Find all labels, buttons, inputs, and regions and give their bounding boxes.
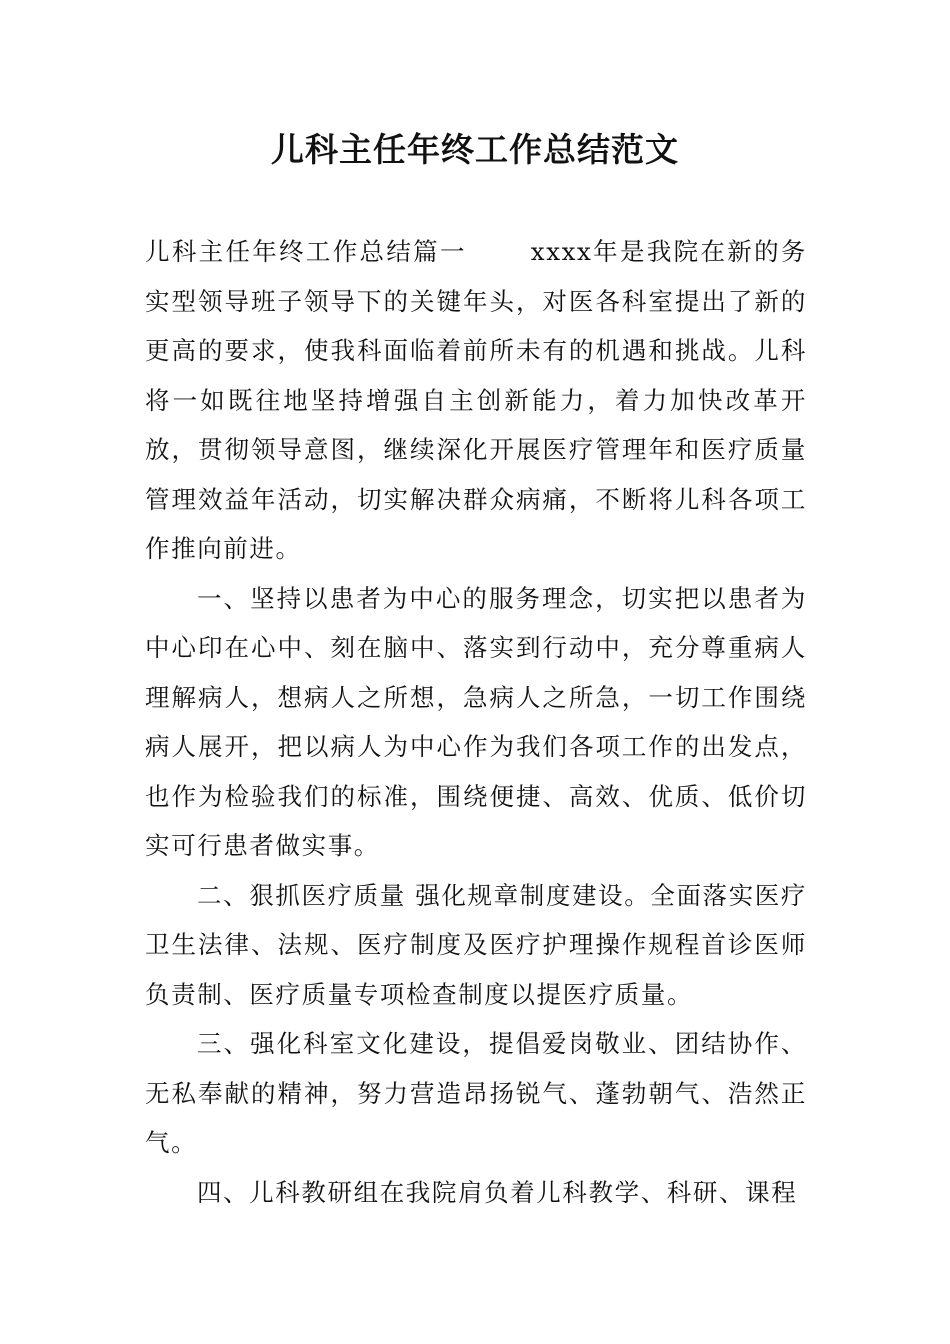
paragraph-1: 一、坚持以患者为中心的服务理念，切实把以患者为中心印在心中、刻在脑中、落实到行动中，充分尊重病人理解病人，想病人之所想，急病人之所急，一切工作围绕病人展开，把以病人为中心作为我们各项工作的出发点，也作为检验我们的标准，围绕便捷、高效、优质、低价切实可行患者做实事。: [145, 583, 807, 860]
paragraph-4: 四、儿科教研组在我院肩负着儿科教学、科研、课程: [197, 1177, 798, 1207]
paragraph-3: 三、强化科室文化建设，提倡爱岗敬业、团结协作、无私奉献的精神，努力营造昂扬锐气、蓬勃朝气、浩然正气。: [145, 1029, 807, 1157]
document-body: [145, 227, 807, 1217]
paragraph-2: 二、狠抓医疗质量 强化规章制度建设。全面落实医疗卫生法律、法规、医疗制度及医疗护理操作规程首诊医师负责制、医疗质量专项检查制度以提医疗质量。: [145, 880, 807, 1009]
intro-lead: 儿科主任年终工作总结篇一: [145, 237, 467, 266]
intro-paragraph: [145, 227, 807, 574]
intro-text: xxxx年是我院在新的务实型领导班子领导下的关键年头，对医各科室提出了新的更高的要求，使我科面临着前所未有的机遇和挑战。儿科将一如既往地坚持增强自主创新能力，着力加快改革开放，贯彻领导意图，继续深化开展医疗管理年和医疗质量管理效益年活动，切实解决群众病痛，不断将儿科各项工作推向前进。: [145, 237, 807, 563]
document-title: 儿科主任年终工作总结范文: [271, 130, 679, 169]
